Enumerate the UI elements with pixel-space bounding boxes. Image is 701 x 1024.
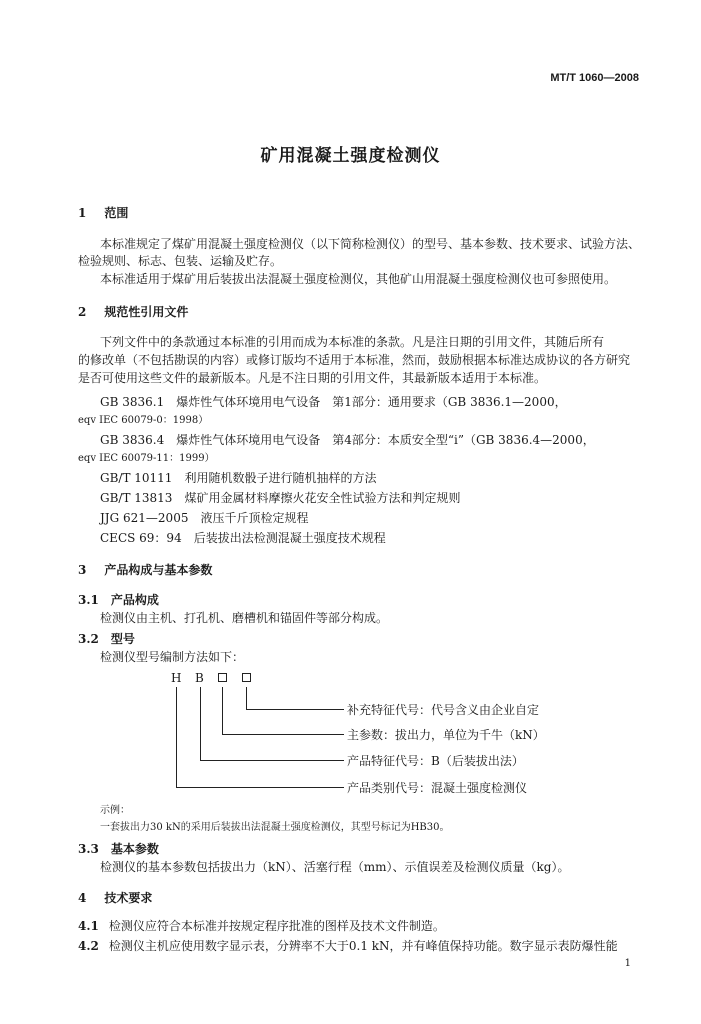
document-title: 矿用混凝土强度检测仪 — [260, 146, 441, 166]
example-text: 一套拔出力30 kN的采用后装拔出法混凝土强度检测仪，其型号标记为HB30。 — [100, 822, 450, 833]
section-number: 4 — [78, 891, 87, 905]
section-number: 3.2 — [78, 632, 99, 646]
code-label-feature: 产品特征代号：B（后装拔出法） — [347, 754, 524, 768]
code-letter-b: B — [195, 671, 204, 685]
leader-line — [222, 687, 223, 734]
subsection-3-1-heading — [78, 591, 159, 608]
leader-line — [246, 687, 247, 709]
section-title: 产品构成与基本参数 — [104, 563, 213, 577]
paragraph: 本标准规定了煤矿用混凝土强度检测仪（以下简称检测仪）的型号、基本参数、技术要求、试验方法、 — [100, 237, 641, 251]
leader-line — [200, 760, 344, 761]
code-label-supplement: 补充特征代号：代号含义由企业自定 — [347, 703, 540, 717]
code-letter-h: H — [171, 671, 182, 685]
page-number: 1 — [624, 958, 631, 969]
paragraph: 检验规则、标志、包装、运输及贮存。 — [78, 254, 283, 268]
paragraph: 检测仪型号编制方法如下： — [100, 650, 245, 664]
section-number: 4.1 — [78, 919, 99, 933]
section-title: 规范性引用文件 — [104, 305, 189, 319]
leader-line — [200, 687, 201, 760]
subsection-3-2-heading — [78, 630, 135, 647]
paragraph: 本标准适用于煤矿用后装拔出法混凝土强度检测仪，其他矿山用混凝土强度检测仪也可参照使用。 — [100, 272, 617, 286]
leader-line — [222, 734, 344, 735]
code-box-main-param — [218, 673, 227, 682]
section-number: 3.3 — [78, 842, 99, 856]
reference-item: GB/T 13813 煤矿用金属材料摩擦火花安全性试验方法和判定规则 — [100, 491, 461, 505]
section-2-heading — [78, 303, 188, 320]
reference-item: CECS 69：94 后装拔出法检测混凝土强度技术规程 — [100, 531, 386, 545]
section-title: 范围 — [104, 206, 129, 220]
clause-text: 检测仪主机应使用数字显示表，分辨率不大于0.1 kN，并有峰值保持功能。数字显示表防爆性能 — [108, 939, 618, 953]
section-title: 产品构成 — [110, 593, 159, 607]
paragraph: 下列文件中的条款通过本标准的引用而成为本标准的条款。凡是注日期的引用文件，其随后所有 — [100, 335, 605, 349]
standard-number: MT/T 1060—2008 — [550, 72, 639, 84]
section-number: 3.1 — [78, 593, 99, 607]
leader-line — [176, 687, 177, 787]
code-label-main-param: 主参数：拔出力，单位为千牛（kN） — [347, 728, 545, 742]
clause-4-1 — [78, 917, 445, 934]
subsection-3-3-heading — [78, 840, 159, 857]
section-1-heading — [78, 204, 128, 221]
section-number: 2 — [78, 305, 87, 319]
section-title: 基本参数 — [110, 842, 159, 856]
paragraph: 的修改单（不包括勘误的内容）或修订版均不适用于本标准，然而，鼓励根据本标准达成协议的各方研究 — [78, 353, 631, 367]
paragraph: 检测仪的基本参数包括拔出力（kN）、活塞行程（mm）、示值误差及检测仪质量（kg）。 — [100, 860, 570, 874]
reference-item: GB 3836.1 爆炸性气体环境用电气设备 第1部分：通用要求（GB 3836.1—2000， — [100, 395, 567, 409]
example-label: 示例： — [100, 805, 130, 816]
section-title: 技术要求 — [104, 891, 153, 905]
reference-item-cont: eqv IEC 60079-11：1999） — [78, 453, 215, 464]
paragraph: 检测仪由主机、打孔机、磨槽机和锚固件等部分构成。 — [100, 611, 389, 625]
code-box-supplement — [242, 673, 251, 682]
reference-item: GB/T 10111 利用随机数骰子进行随机抽样的方法 — [100, 471, 377, 485]
section-4-heading — [78, 889, 152, 906]
clause-4-2 — [78, 937, 618, 954]
section-3-heading — [78, 561, 212, 578]
section-number: 1 — [78, 206, 87, 220]
section-number: 3 — [78, 563, 87, 577]
reference-item-cont: eqv IEC 60079-0：1998） — [78, 415, 209, 426]
paragraph: 是否可使用这些文件的最新版本。凡是不注日期的引用文件，其最新版本适用于本标准。 — [78, 371, 547, 385]
leader-line — [246, 709, 344, 710]
code-label-category: 产品类别代号：混凝土强度检测仪 — [347, 781, 528, 795]
clause-text: 检测仪应符合本标准并按规定程序批准的图样及技术文件制造。 — [108, 919, 445, 933]
section-number: 4.2 — [78, 939, 99, 953]
leader-line — [176, 787, 344, 788]
reference-item: GB 3836.4 爆炸性气体环境用电气设备 第4部分：本质安全型“i”（GB 3836.4—2000， — [100, 433, 595, 447]
section-title: 型号 — [110, 632, 135, 646]
reference-item: JJG 621—2005 液压千斤顶检定规程 — [100, 511, 309, 525]
